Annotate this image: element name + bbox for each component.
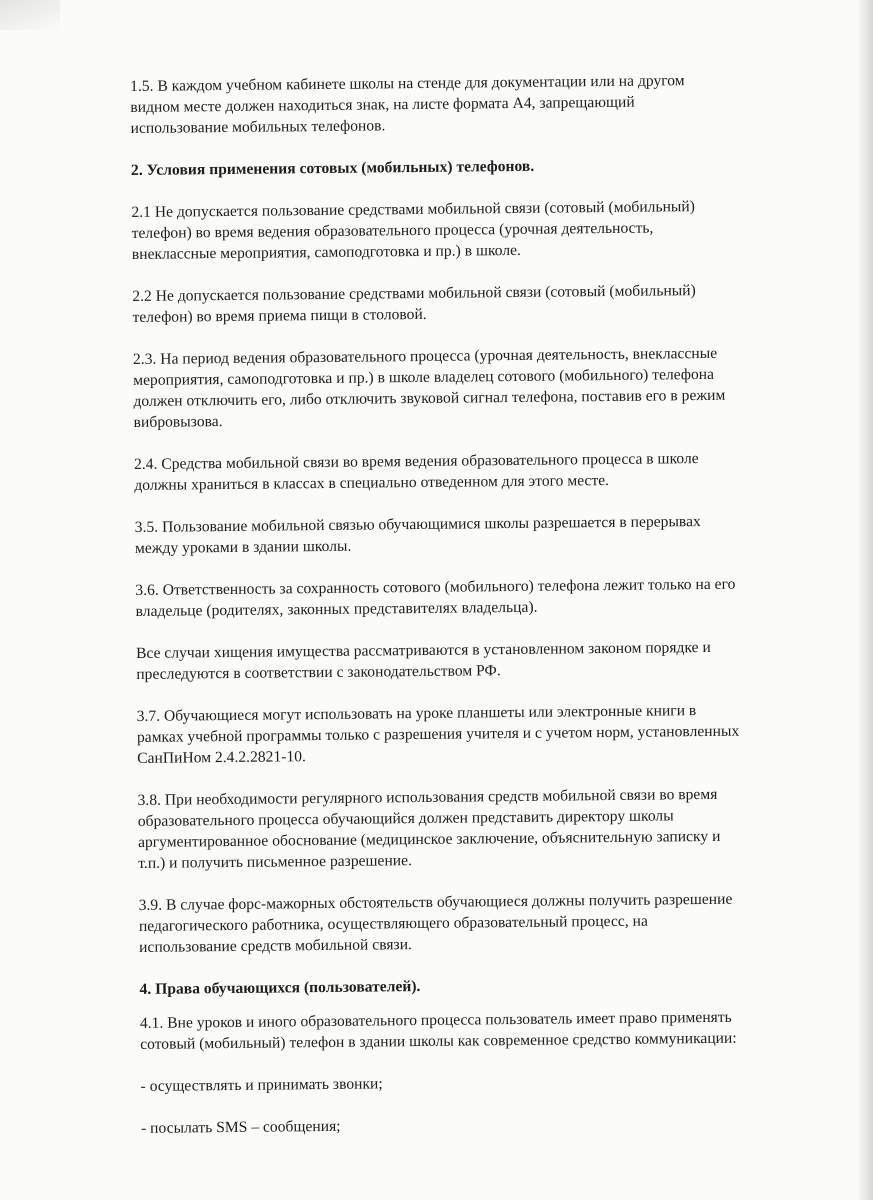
paragraph-3-5: 3.5. Пользование мобильной связью обучающимися школы разрешается в перерывах между уроками в здании школы. bbox=[134, 513, 701, 557]
paragraph-2-4: 2.4. Средства мобильной связи во время ведения образовательного процесса в школе должны храниться в классах в специально отведенном для этого месте. bbox=[133, 450, 699, 494]
section-heading-2: 2. Условия применения сотовых (мобильных) телефонов. bbox=[130, 157, 535, 179]
paragraph-3-8: 3.8. При необходимости регулярного использования средств мобильной связи во время образовательного процесса обучающийся должен представить директору школы аргументированное обоснование (медицинское заключение, объяснительную записку и т.п.) и получить письменное разрешение. bbox=[137, 785, 721, 872]
paragraph-3-7: 3.7. Обучающиеся могут использовать на уроке планшеты или электронные книги в рамках учебной программы только с разрешения учителя и с учетом норм, установленных СанПиНом 2.4.2.2821-10. bbox=[136, 702, 740, 767]
paragraph-2-1: 2.1 Не допускается пользование средствами мобильной связи (сотовый (мобильный) телефон) во время ведения образовательного процесса (урочная деятельность, внеклассные мероприятия, самоподготовка и пр.) в школе. bbox=[131, 198, 695, 263]
paragraph-3-9: 3.9. В случае форс-мажорных обстоятельств обучающиеся должны получить разрешение педагогического работника, осуществляющего образовательный процесс, на использование средств мобильной связи. bbox=[138, 890, 733, 956]
page-corner-shading bbox=[0, 0, 60, 30]
paragraph-1-5: 1.5. В каждом учебном кабинете школы на стенде для документации или на другом видном месте должен находиться знак, на листе формата А4, запрещающий использование мобильных телефонов. bbox=[130, 72, 685, 137]
paragraph-2-3: 2.3. На период ведения образовательного процесса (урочная деятельность, внеклассные мероприятия, самоподготовка и пр.) в школе владелец сотового (мобильного) телефона должен отключить его, либо отключить звуковой сигнал телефона, поставив его в режим вибровызова. bbox=[132, 344, 726, 431]
list-item-calls: - осуществлять и принимать звонки; bbox=[140, 1075, 383, 1095]
paragraph-2-2: 2.2 Не допускается пользование средствами мобильной связи (сотовый (мобильный) телефон) во время приема пищи в столовой. bbox=[132, 282, 696, 326]
paragraph-3-6: 3.6. Ответственность за сохранность сотового (мобильного) телефона лежит только на его владельце (родителях, законных представителях владельца). bbox=[135, 575, 736, 620]
paragraph-theft: Все случаи хищения имущества рассматриваются в установленном законом порядке и преследуются в соответствии с законодательством РФ. bbox=[135, 638, 711, 683]
page-edge-shadow bbox=[857, 0, 873, 1200]
list-item-sms: - посылать SMS – сообщения; bbox=[140, 1117, 341, 1137]
paragraph-4-1: 4.1. Вне уроков и иного образовательного процесса пользователь имеет право применять сотовый (мобильный) телефон в здании школы как современное средство коммуникации: bbox=[139, 1008, 737, 1053]
document-body bbox=[130, 69, 821, 1160]
section-heading-4: 4. Права обучающихся (пользователей). bbox=[139, 978, 421, 998]
